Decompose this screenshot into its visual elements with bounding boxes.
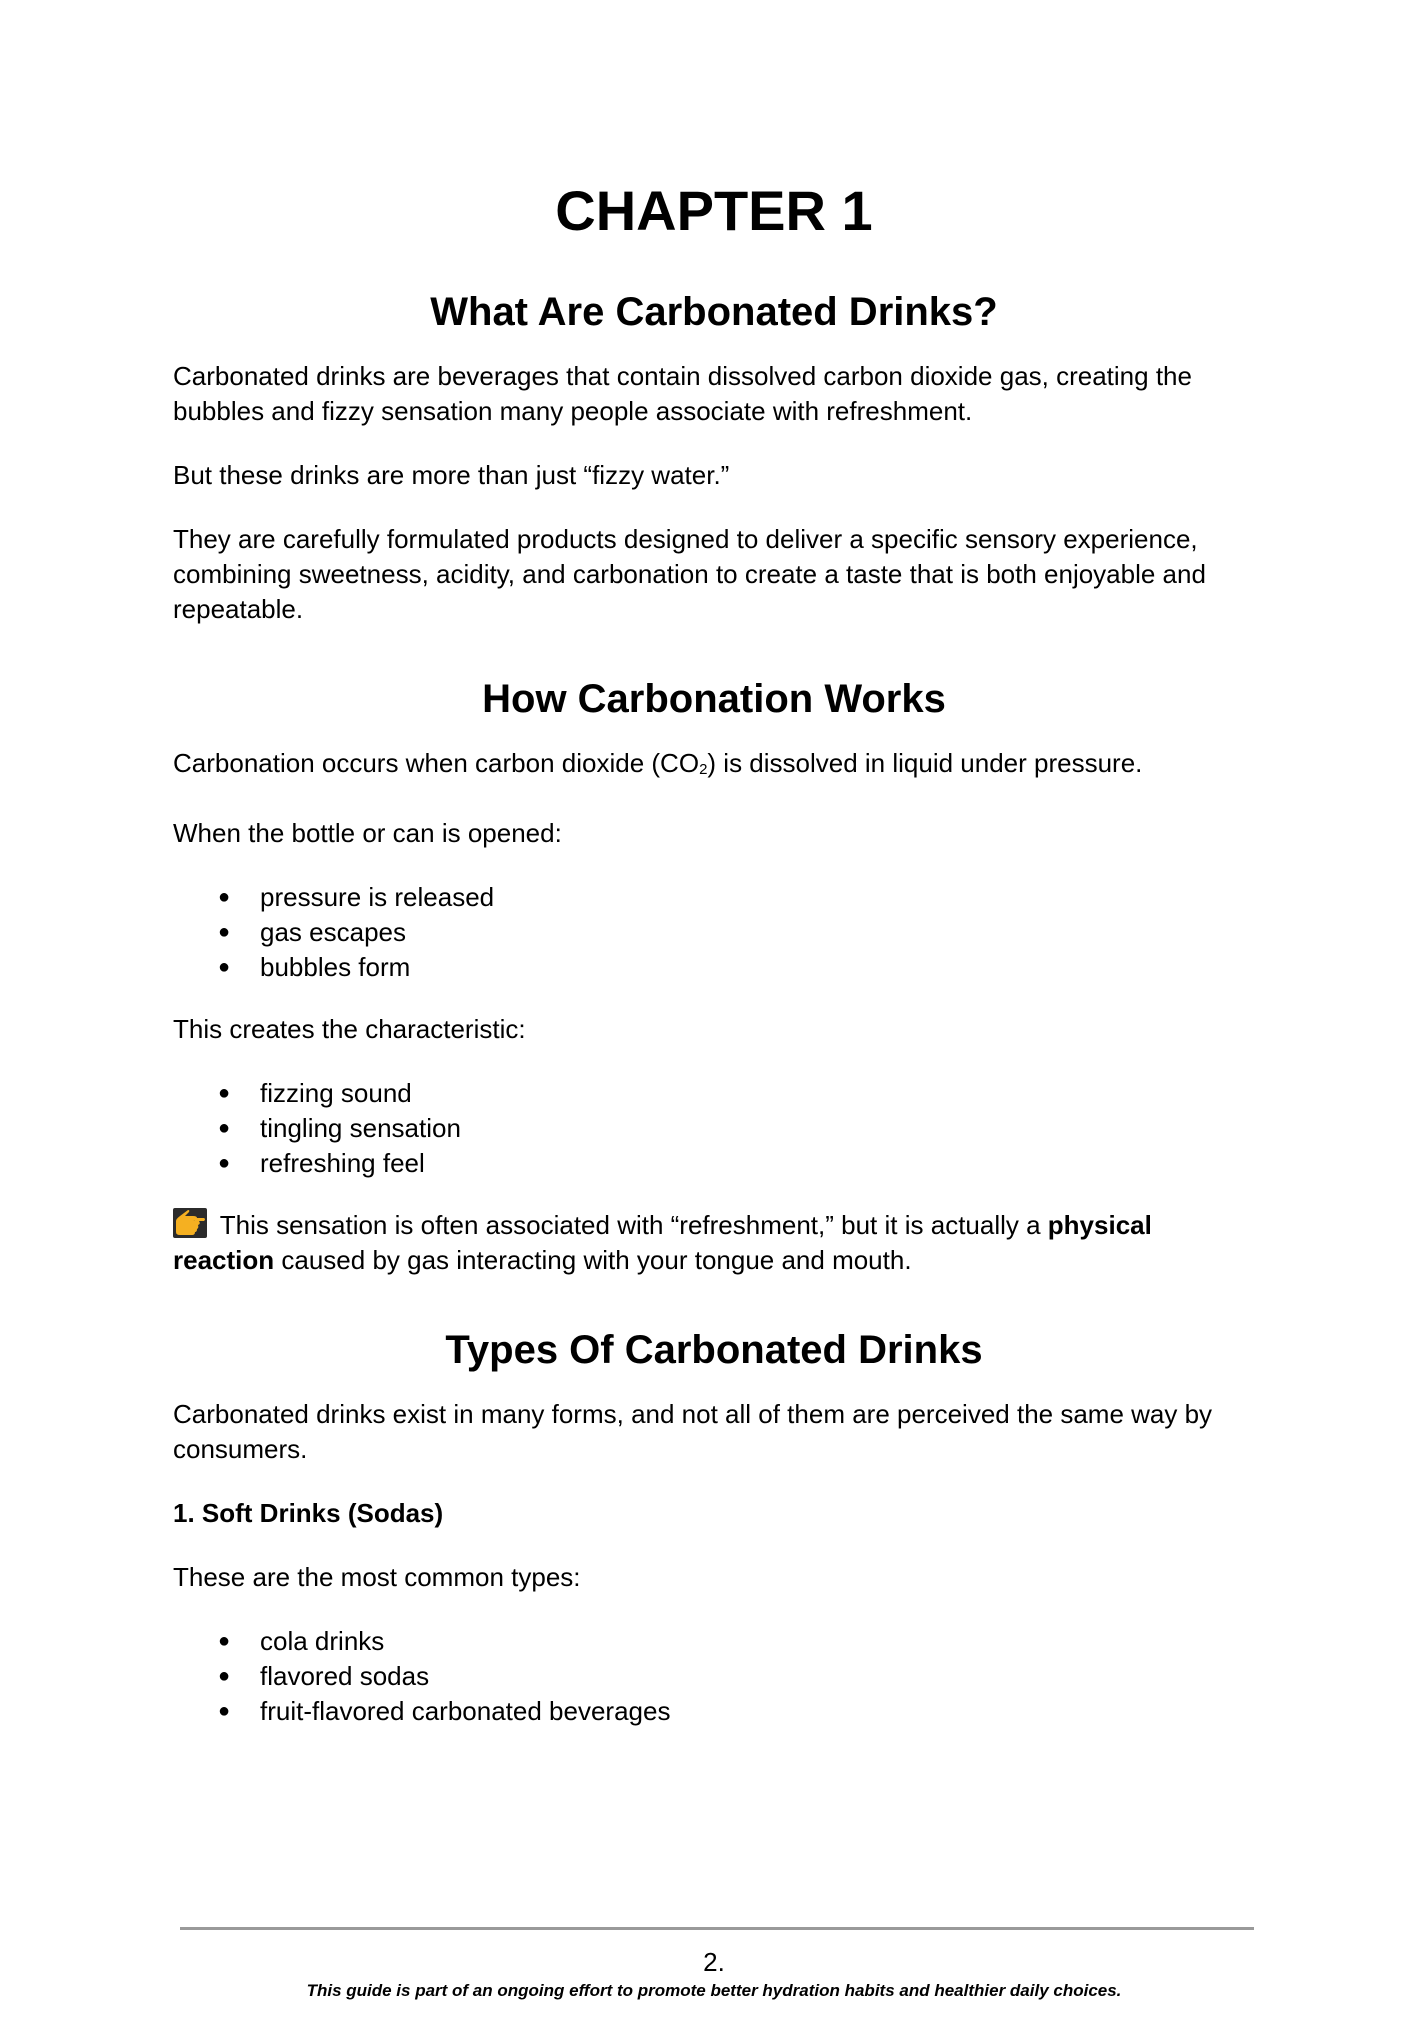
chapter-title: CHAPTER 1 bbox=[555, 179, 873, 242]
list-item bbox=[173, 1111, 1255, 1146]
footer-note: This guide is part of an ongoing effort to promote better hydration habits and healthier daily choices. bbox=[306, 1981, 1122, 2000]
list-item-text: cola drinks bbox=[260, 1626, 385, 1656]
paragraph: Carbonated drinks exist in many forms, and not all of them are perceived the same way by consumers. bbox=[173, 1399, 1213, 1464]
section-heading-what-are: What Are Carbonated Drinks? bbox=[430, 290, 998, 334]
paragraph-co2 bbox=[173, 746, 1255, 787]
page-content bbox=[173, 175, 1255, 1756]
paragraph: Carbonated drinks are beverages that contain dissolved carbon dioxide gas, creating the bubbles and fizzy sensation many people associate with refreshment. bbox=[173, 361, 1192, 426]
bullet-icon: ● bbox=[218, 1082, 231, 1104]
subheading-soft-drinks: 1. Soft Drinks (Sodas) bbox=[173, 1498, 444, 1528]
bullet-icon: ● bbox=[218, 886, 231, 908]
list-item bbox=[173, 1076, 1255, 1111]
bullet-icon: ● bbox=[218, 921, 231, 943]
list-item-text: fruit-flavored carbonated beverages bbox=[260, 1696, 671, 1726]
list-item bbox=[173, 1624, 1255, 1659]
paragraph: But these drinks are more than just “fizzy water.” bbox=[173, 460, 730, 490]
list-item-text: pressure is released bbox=[260, 882, 495, 912]
bullet-icon: ● bbox=[218, 1117, 231, 1139]
list-item bbox=[173, 950, 1255, 985]
subscript: 2 bbox=[699, 761, 708, 778]
bullet-icon: ● bbox=[218, 1700, 231, 1722]
bullet-list bbox=[173, 1076, 1255, 1181]
paragraph: This creates the characteristic: bbox=[173, 1014, 526, 1044]
bullet-list bbox=[173, 880, 1255, 985]
text-run: caused by gas interacting with your tongue and mouth. bbox=[274, 1245, 912, 1275]
list-item-text: gas escapes bbox=[260, 917, 406, 947]
section-heading-types: Types Of Carbonated Drinks bbox=[445, 1328, 983, 1372]
text-run: ) is dissolved in liquid under pressure. bbox=[707, 748, 1143, 778]
text-run: This sensation is often associated with “refreshment,” but it is actually a bbox=[213, 1210, 1048, 1240]
paragraph: These are the most common types: bbox=[173, 1562, 581, 1592]
bullet-icon: ● bbox=[218, 1152, 231, 1174]
list-item-text: flavored sodas bbox=[260, 1661, 430, 1691]
text-run: Carbonation occurs when carbon dioxide (CO bbox=[173, 748, 700, 778]
bullet-icon: ● bbox=[218, 1665, 231, 1687]
list-item-text: bubbles form bbox=[260, 952, 411, 982]
list-item-text: tingling sensation bbox=[260, 1113, 461, 1143]
list-item bbox=[173, 1694, 1255, 1729]
list-item bbox=[173, 1146, 1255, 1181]
list-item bbox=[173, 1659, 1255, 1694]
list-item bbox=[173, 915, 1255, 950]
list-item-text: fizzing sound bbox=[260, 1078, 412, 1108]
footer-divider bbox=[180, 1927, 1254, 1930]
bullet-list bbox=[173, 1624, 1255, 1729]
pointing-hand-icon bbox=[173, 1208, 207, 1238]
list-item bbox=[173, 880, 1255, 915]
list-item-text: refreshing feel bbox=[260, 1148, 425, 1178]
bullet-icon: ● bbox=[218, 956, 231, 978]
page-number: 2. bbox=[703, 1947, 725, 1977]
bullet-icon: ● bbox=[218, 1630, 231, 1652]
bold-text: physical reaction bbox=[173, 1210, 1152, 1275]
paragraph: They are carefully formulated products designed to deliver a specific sensory experience, combining sweetness, acidity, and carbonation to create a taste that is both enjoyable and repeatable. bbox=[173, 524, 1206, 624]
note-paragraph bbox=[173, 1208, 1255, 1278]
paragraph: When the bottle or can is opened: bbox=[173, 818, 562, 848]
section-heading-how-works: How Carbonation Works bbox=[482, 677, 946, 721]
